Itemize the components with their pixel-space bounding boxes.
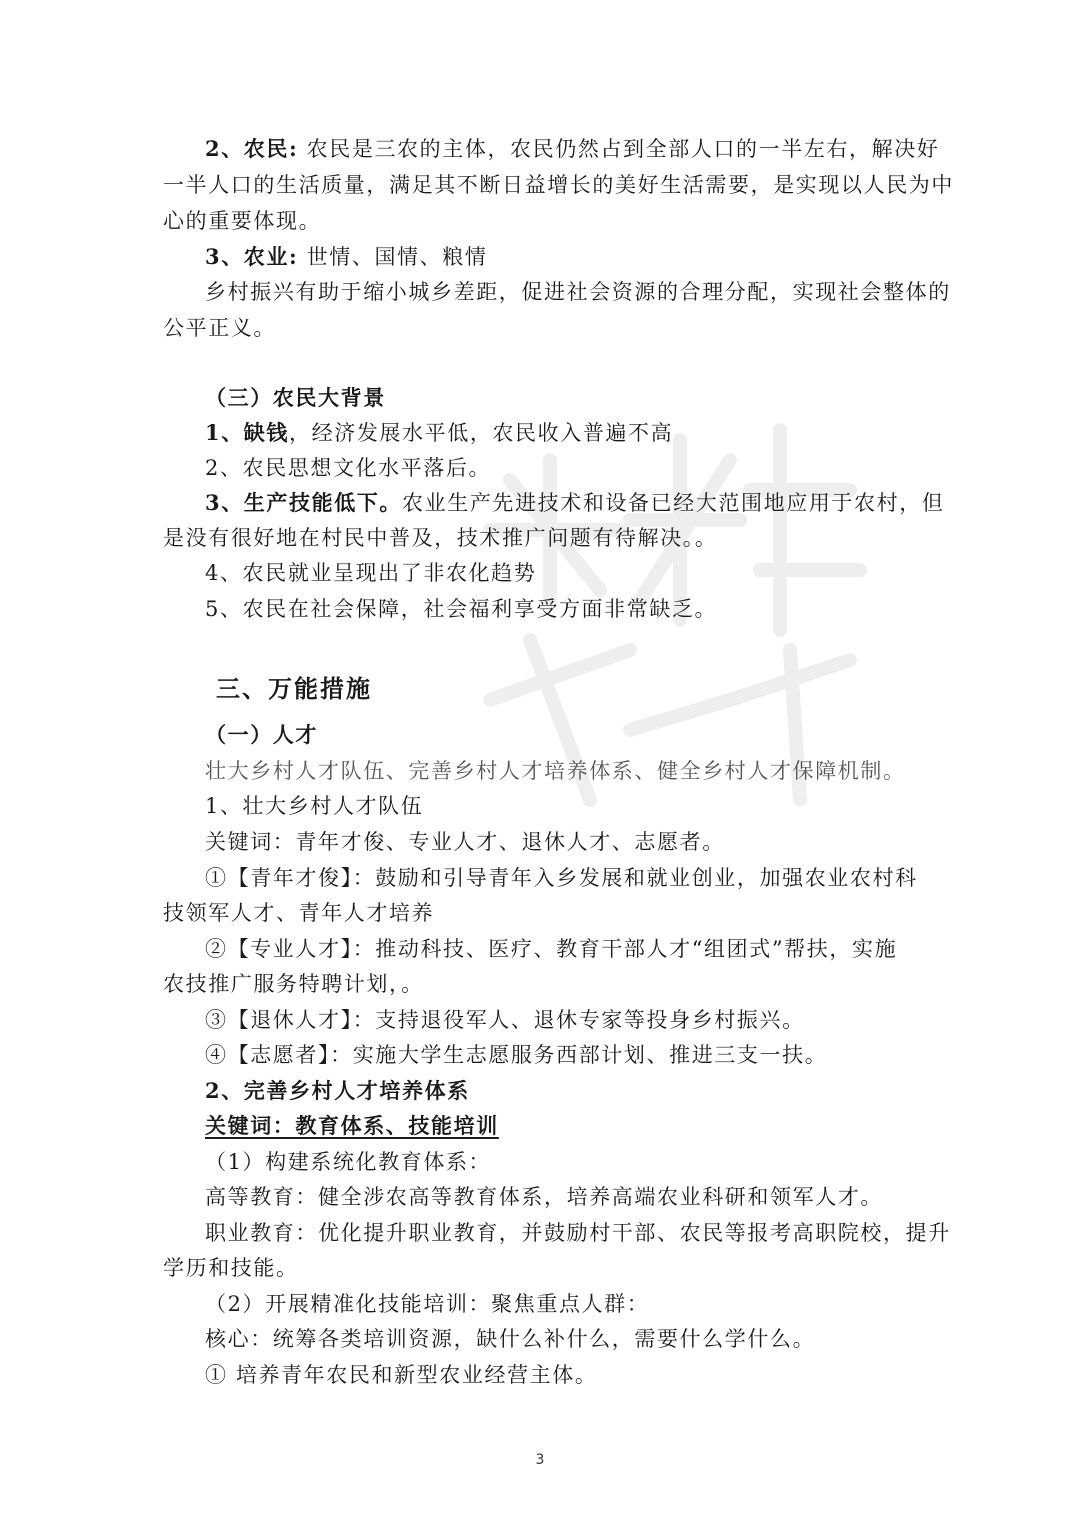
sub2-core: 核心：统筹各类培训资源，缺什么补什么，需要什么学什么。 — [205, 1327, 816, 1351]
page-number: 3 — [535, 1452, 545, 1468]
background-item-3-text-line2: 是没有很好地在村民中普及，技术推广问题有待解决。。 — [163, 526, 718, 550]
farmer-background-title: （三）农民大背景 — [205, 385, 386, 410]
revitalization-text-line1: 乡村振兴有助于缩小城乡差距，促进社会资源的合理分配，实现社会整体的 — [205, 280, 951, 304]
sub1-item2-line2: 农技推广服务特聘计划，。 — [163, 972, 424, 996]
agriculture-label: 3、农业: — [205, 244, 299, 269]
talent-summary: 壮大乡村人才队伍、完善乡村人才培养体系、健全乡村人才保障机制。 — [205, 759, 906, 783]
sub1-item1-line2: 技领军人才、青年人才培养 — [163, 901, 435, 925]
farmer-label: 2、农民: — [205, 136, 299, 161]
background-item-3 — [205, 488, 944, 518]
background-item-1 — [205, 418, 673, 448]
farmer-text-line3: 心的重要体现。 — [163, 209, 322, 233]
background-item-3-text-line1: 农业生产先进技术和设备已经大范围地应用于农村，但 — [402, 491, 945, 515]
sub1-item3: ③【退休人才】：支持退役军人、退休专家等投身乡村振兴。 — [205, 1008, 805, 1032]
sub2-item1: ① 培养青年农民和新型农业经营主体。 — [205, 1363, 598, 1387]
background-item-3-label: 3、生产技能低下。 — [205, 490, 403, 515]
farmer-text-line1: 农民是三农的主体，农民仍然占到全部人口的一半左右，解决好 — [306, 137, 940, 161]
sub1-title: 1、壮大乡村人才队伍 — [205, 794, 424, 818]
farmer-paragraph-line1 — [205, 134, 939, 164]
background-item-4: 4、农民就业呈现出了非农化趋势 — [205, 561, 537, 585]
measures-heading: 三、万能措施 — [216, 674, 372, 703]
sub1-item4: ④【志愿者】：实施大学生志愿服务西部计划、推进三支一扶。 — [205, 1043, 828, 1067]
sub1-item1-line1: ①【青年才俊】：鼓励和引导青年入乡发展和就业创业，加强农业农村科 — [205, 866, 918, 890]
background-item-1-text: ，经济发展水平低，农民收入普遍不高 — [289, 421, 674, 445]
sub2-keywords: 关键词：教育体系、技能培训 — [205, 1113, 499, 1138]
sub2-higher-education: 高等教育：健全涉农高等教育体系，培养高端农业科研和领军人才。 — [205, 1185, 883, 1209]
talent-title: （一）人才 — [205, 722, 318, 747]
background-item-2: 2、农民思想文化水平落后。 — [205, 456, 492, 480]
sub2-paragraph-1-title: （1）构建系统化教育体系： — [205, 1150, 492, 1174]
sub2-paragraph-2-title: （2）开展精准化技能培训：聚焦重点人群： — [205, 1292, 650, 1316]
sub1-keywords: 关键词：青年才俊、专业人才、退休人才、志愿者。 — [205, 830, 725, 854]
sub2-title: 2、完善乡村人才培养体系 — [205, 1078, 470, 1103]
agriculture-text: 世情、国情、粮情 — [306, 245, 488, 269]
background-item-5: 5、农民在社会保障，社会福利享受方面非常缺乏。 — [205, 597, 718, 621]
sub1-item2-line1: ②【专业人才】：推动科技、医疗、教育干部人才“组团式”帮扶，实施 — [205, 937, 898, 961]
farmer-text-line2: 一半人口的生活质量，满足其不断日益增长的美好生活需要，是实现以人民为中 — [163, 173, 954, 197]
sub2-vocational-line1: 职业教育：优化提升职业教育，并鼓励村干部、农民等报考高职院校，提升 — [205, 1221, 951, 1245]
sub2-vocational-line2: 学历和技能。 — [163, 1256, 299, 1280]
agriculture-paragraph — [205, 242, 487, 272]
revitalization-text-line2: 公平正义。 — [163, 316, 276, 340]
background-item-1-label: 1、缺钱 — [205, 420, 290, 445]
